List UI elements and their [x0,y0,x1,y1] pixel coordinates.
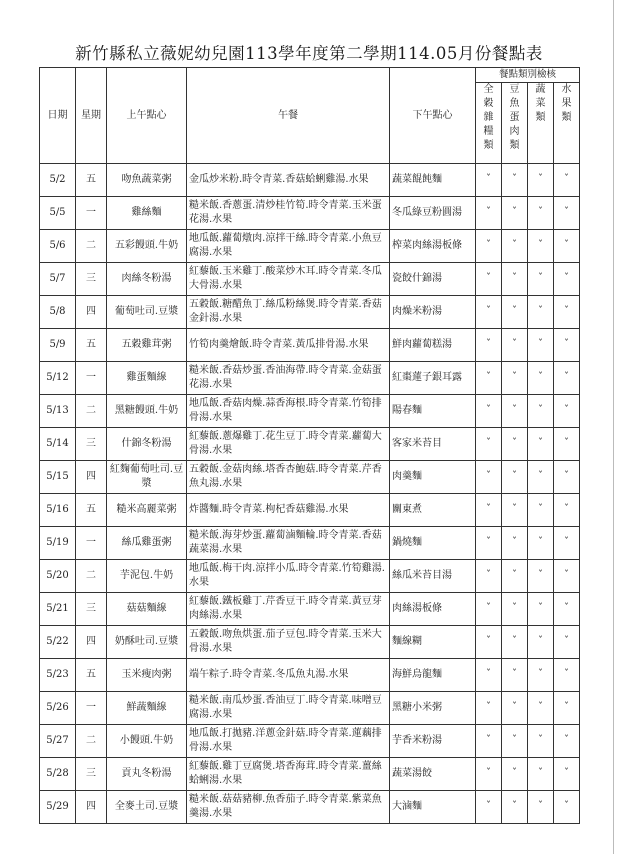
date-cell: 5/21 [40,593,76,626]
check-grain-cell: ˇ [476,296,502,329]
lunch-cell: 竹筍肉羹燴飯.時令青菜.黃瓜排骨湯.水果 [187,329,390,362]
check-protein-cell: ˇ [502,593,528,626]
check-fruit-cell: ˇ [554,230,580,263]
check-fruit-cell: ˇ [554,362,580,395]
header-lunch: 午餐 [187,68,390,164]
table-row [40,329,580,362]
table-row [40,659,580,692]
check-fruit-cell: ˇ [554,791,580,824]
am-snack-cell: 芋泥包.牛奶 [107,560,187,593]
check-grain-cell: ˇ [476,791,502,824]
check-protein-cell: ˇ [502,692,528,725]
check-protein-cell: ˇ [502,461,528,494]
pm-snack-cell: 冬瓜綠豆粉圓湯 [390,197,476,230]
meal-table-body [40,164,580,824]
check-protein-cell: ˇ [502,494,528,527]
date-cell: 5/23 [40,659,76,692]
date-cell: 5/28 [40,758,76,791]
check-vegetable-cell: ˇ [528,428,554,461]
check-protein-cell: ˇ [502,725,528,758]
check-grain-cell: ˇ [476,560,502,593]
weekday-cell: 五 [76,329,107,362]
check-vegetable-cell: ˇ [528,329,554,362]
weekday-cell: 二 [76,230,107,263]
table-row [40,164,580,197]
date-cell: 5/26 [40,692,76,725]
table-row [40,461,580,494]
am-snack-cell: 雞絲麵 [107,197,187,230]
lunch-cell: 糙米飯.海芽炒蛋.蘿蔔滷麵輪.時令青菜.香菇蔬菜湯.水果 [187,527,390,560]
check-fruit-cell: ˇ [554,593,580,626]
date-cell: 5/15 [40,461,76,494]
lunch-cell: 糙米飯.香蔥蛋.清炒桂竹筍.時令青菜.玉米蛋花湯.水果 [187,197,390,230]
date-cell: 5/2 [40,164,76,197]
table-row [40,296,580,329]
check-fruit-cell: ˇ [554,296,580,329]
check-protein-cell: ˇ [502,230,528,263]
am-snack-cell: 肉絲冬粉湯 [107,263,187,296]
am-snack-cell: 小饅頭.牛奶 [107,725,187,758]
check-vegetable-cell: ˇ [528,164,554,197]
check-grain-cell: ˇ [476,230,502,263]
weekday-cell: 五 [76,494,107,527]
date-cell: 5/6 [40,230,76,263]
lunch-cell: 紅藜飯.蔥爆雞丁.花生豆丁.時令青菜.蘿蔔大骨湯.水果 [187,428,390,461]
weekday-cell: 三 [76,428,107,461]
check-grain-cell: ˇ [476,197,502,230]
lunch-cell: 糙米飯.南瓜炒蛋.香油豆丁.時令青菜.味噌豆腐湯.水果 [187,692,390,725]
check-fruit-cell: ˇ [554,626,580,659]
header-check-vegetable: 蔬 菜 類 [528,83,554,164]
lunch-cell: 地瓜飯.打拋豬.洋蔥金針菇.時令青菜.蓮藕排骨湯.水果 [187,725,390,758]
check-fruit-cell: ˇ [554,659,580,692]
am-snack-cell: 雞蛋麵線 [107,362,187,395]
check-protein-cell: ˇ [502,296,528,329]
check-grain-cell: ˇ [476,725,502,758]
check-protein-cell: ˇ [502,791,528,824]
date-cell: 5/20 [40,560,76,593]
check-grain-cell: ˇ [476,164,502,197]
check-vegetable-cell: ˇ [528,725,554,758]
lunch-cell: 紅藜飯.雞丁豆腐煲.塔香海茸.時令青菜.薑絲蛤蜊湯.水果 [187,758,390,791]
check-vegetable-cell: ˇ [528,593,554,626]
weekday-cell: 四 [76,791,107,824]
table-row [40,560,580,593]
date-cell: 5/12 [40,362,76,395]
am-snack-cell: 鮮蔬麵線 [107,692,187,725]
page-title: 新竹縣私立薇妮幼兒園113學年度第二學期114.05月份餐點表 [75,44,543,63]
header-check-grain: 全 穀 雜 糧 類 [476,83,502,164]
check-grain-cell: ˇ [476,362,502,395]
check-fruit-cell: ˇ [554,428,580,461]
check-vegetable-cell: ˇ [528,395,554,428]
pm-snack-cell: 芋香米粉湯 [390,725,476,758]
check-vegetable-cell: ˇ [528,758,554,791]
check-grain-cell: ˇ [476,263,502,296]
date-cell: 5/13 [40,395,76,428]
check-grain-cell: ˇ [476,428,502,461]
weekday-cell: 四 [76,461,107,494]
table-row [40,395,580,428]
header-weekday: 星期 [76,68,107,164]
check-grain-cell: ˇ [476,659,502,692]
check-fruit-cell: ˇ [554,725,580,758]
check-protein-cell: ˇ [502,362,528,395]
date-cell: 5/8 [40,296,76,329]
lunch-cell: 五穀飯.金菇肉絲.塔香杏鮑菇.時令青菜.芹香魚丸湯.水果 [187,461,390,494]
weekday-cell: 五 [76,659,107,692]
weekday-cell: 二 [76,395,107,428]
check-fruit-cell: ˇ [554,494,580,527]
weekday-cell: 三 [76,593,107,626]
lunch-cell: 紅藜飯.玉米雞丁.酸菜炒木耳.時令青菜.冬瓜大骨湯.水果 [187,263,390,296]
check-vegetable-cell: ˇ [528,296,554,329]
date-cell: 5/19 [40,527,76,560]
weekday-cell: 二 [76,560,107,593]
check-protein-cell: ˇ [502,527,528,560]
table-row [40,593,580,626]
check-vegetable-cell: ˇ [528,197,554,230]
check-protein-cell: ˇ [502,263,528,296]
table-row [40,263,580,296]
lunch-cell: 紅藜飯.鐵板雞丁.芹香豆干.時令青菜.黃豆芽肉絲湯.水果 [187,593,390,626]
header-check-protein: 豆 魚 蛋 肉 類 [502,83,528,164]
header-date: 日期 [40,68,76,164]
lunch-cell: 炸醬麵.時令青菜.枸杞香菇雞湯.水果 [187,494,390,527]
pm-snack-cell: 紅棗蓮子銀耳露 [390,362,476,395]
check-grain-cell: ˇ [476,527,502,560]
header-check-group: 餐點類別檢核 [476,68,580,83]
am-snack-cell: 全麥土司.豆漿 [107,791,187,824]
check-vegetable-cell: ˇ [528,263,554,296]
table-row [40,428,580,461]
table-row [40,362,580,395]
date-cell: 5/14 [40,428,76,461]
lunch-cell: 糙米飯.菇菇豬柳.魚香茄子.時令青菜.紫菜魚羹湯.水果 [187,791,390,824]
table-row [40,626,580,659]
am-snack-cell: 吻魚蔬菜粥 [107,164,187,197]
am-snack-cell: 什錦冬粉湯 [107,428,187,461]
date-cell: 5/9 [40,329,76,362]
am-snack-cell: 玉米瘦肉粥 [107,659,187,692]
check-protein-cell: ˇ [502,395,528,428]
am-snack-cell: 菇菇麵線 [107,593,187,626]
check-fruit-cell: ˇ [554,461,580,494]
weekday-cell: 四 [76,626,107,659]
check-vegetable-cell: ˇ [528,626,554,659]
am-snack-cell: 奶酥吐司.豆漿 [107,626,187,659]
date-cell: 5/7 [40,263,76,296]
check-vegetable-cell: ˇ [528,362,554,395]
table-row [40,230,580,263]
check-protein-cell: ˇ [502,164,528,197]
check-grain-cell: ˇ [476,626,502,659]
lunch-cell: 地瓜飯.蘿蔔燉肉.涼拌干絲.時令青菜.小魚豆腐湯.水果 [187,230,390,263]
check-fruit-cell: ˇ [554,329,580,362]
weekday-cell: 五 [76,164,107,197]
am-snack-cell: 糙米高麗菜粥 [107,494,187,527]
pm-snack-cell: 大滷麵 [390,791,476,824]
pm-snack-cell: 肉絲湯板條 [390,593,476,626]
check-fruit-cell: ˇ [554,164,580,197]
table-row [40,692,580,725]
check-protein-cell: ˇ [502,197,528,230]
check-protein-cell: ˇ [502,329,528,362]
date-cell: 5/29 [40,791,76,824]
table-row [40,791,580,824]
pm-snack-cell: 陽春麵 [390,395,476,428]
lunch-cell: 糙米飯.香菇炒蛋.香油海帶.時令青菜.金菇蛋花湯.水果 [187,362,390,395]
am-snack-cell: 五穀雞茸粥 [107,329,187,362]
header-pm-snack: 下午點心 [390,68,476,164]
lunch-cell: 地瓜飯.梅干肉.涼拌小瓜.時令青菜.竹筍雞湯.水果 [187,560,390,593]
table-row [40,725,580,758]
lunch-cell: 五穀飯.糖醋魚丁.絲瓜粉絲煲.時令青菜.香菇金針湯.水果 [187,296,390,329]
check-vegetable-cell: ˇ [528,791,554,824]
check-protein-cell: ˇ [502,626,528,659]
check-grain-cell: ˇ [476,395,502,428]
pm-snack-cell: 瓷餃什錦湯 [390,263,476,296]
am-snack-cell: 絲瓜雞蛋粥 [107,527,187,560]
am-snack-cell: 貢丸冬粉湯 [107,758,187,791]
pm-snack-cell: 鮮肉蘿蔔糕湯 [390,329,476,362]
lunch-cell: 五穀飯.吻魚烘蛋.茄子豆包.時令青菜.玉米大骨湯.水果 [187,626,390,659]
page-edge [613,0,614,854]
check-vegetable-cell: ˇ [528,230,554,263]
date-cell: 5/16 [40,494,76,527]
lunch-cell: 金瓜炒米粉.時令青菜.香菇蛤蜊雞湯.水果 [187,164,390,197]
check-vegetable-cell: ˇ [528,494,554,527]
pm-snack-cell: 海鮮烏龍麵 [390,659,476,692]
pm-snack-cell: 蔬菜餛飩麵 [390,164,476,197]
date-cell: 5/22 [40,626,76,659]
check-vegetable-cell: ˇ [528,692,554,725]
check-vegetable-cell: ˇ [528,527,554,560]
check-fruit-cell: ˇ [554,395,580,428]
pm-snack-cell: 肉羹麵 [390,461,476,494]
lunch-cell: 地瓜飯.香菇肉燥.蒜香海根.時令青菜.竹筍排骨湯.水果 [187,395,390,428]
am-snack-cell: 紅麴葡萄吐司.豆漿 [107,461,187,494]
check-fruit-cell: ˇ [554,692,580,725]
check-grain-cell: ˇ [476,593,502,626]
am-snack-cell: 葡萄吐司.豆漿 [107,296,187,329]
table-row [40,527,580,560]
pm-snack-cell: 客家米苔目 [390,428,476,461]
check-fruit-cell: ˇ [554,263,580,296]
check-protein-cell: ˇ [502,758,528,791]
pm-snack-cell: 絲瓜米苔目湯 [390,560,476,593]
weekday-cell: 三 [76,758,107,791]
am-snack-cell: 五彩饅頭.牛奶 [107,230,187,263]
table-row [40,494,580,527]
check-fruit-cell: ˇ [554,758,580,791]
meal-table [39,67,580,824]
weekday-cell: 一 [76,692,107,725]
weekday-cell: 一 [76,527,107,560]
table-row [40,197,580,230]
check-grain-cell: ˇ [476,758,502,791]
date-cell: 5/5 [40,197,76,230]
check-vegetable-cell: ˇ [528,659,554,692]
pm-snack-cell: 麵線糊 [390,626,476,659]
check-grain-cell: ˇ [476,461,502,494]
pm-snack-cell: 肉燥米粉湯 [390,296,476,329]
check-protein-cell: ˇ [502,428,528,461]
pm-snack-cell: 黑糖小米粥 [390,692,476,725]
check-protein-cell: ˇ [502,560,528,593]
weekday-cell: 三 [76,263,107,296]
weekday-cell: 四 [76,296,107,329]
pm-snack-cell: 關東煮 [390,494,476,527]
check-grain-cell: ˇ [476,692,502,725]
header-check-fruit: 水 果 類 [554,83,580,164]
check-protein-cell: ˇ [502,659,528,692]
check-vegetable-cell: ˇ [528,560,554,593]
weekday-cell: 一 [76,197,107,230]
check-grain-cell: ˇ [476,329,502,362]
check-fruit-cell: ˇ [554,560,580,593]
check-fruit-cell: ˇ [554,527,580,560]
pm-snack-cell: 鍋燒麵 [390,527,476,560]
weekday-cell: 一 [76,362,107,395]
check-fruit-cell: ˇ [554,197,580,230]
pm-snack-cell: 榨菜肉絲湯板條 [390,230,476,263]
table-row [40,758,580,791]
check-grain-cell: ˇ [476,494,502,527]
weekday-cell: 二 [76,725,107,758]
header-am-snack: 上午點心 [107,68,187,164]
am-snack-cell: 黑糖饅頭.牛奶 [107,395,187,428]
lunch-cell: 端午粽子.時令青菜.冬瓜魚丸湯.水果 [187,659,390,692]
check-vegetable-cell: ˇ [528,461,554,494]
pm-snack-cell: 蔬菜湯餃 [390,758,476,791]
date-cell: 5/27 [40,725,76,758]
